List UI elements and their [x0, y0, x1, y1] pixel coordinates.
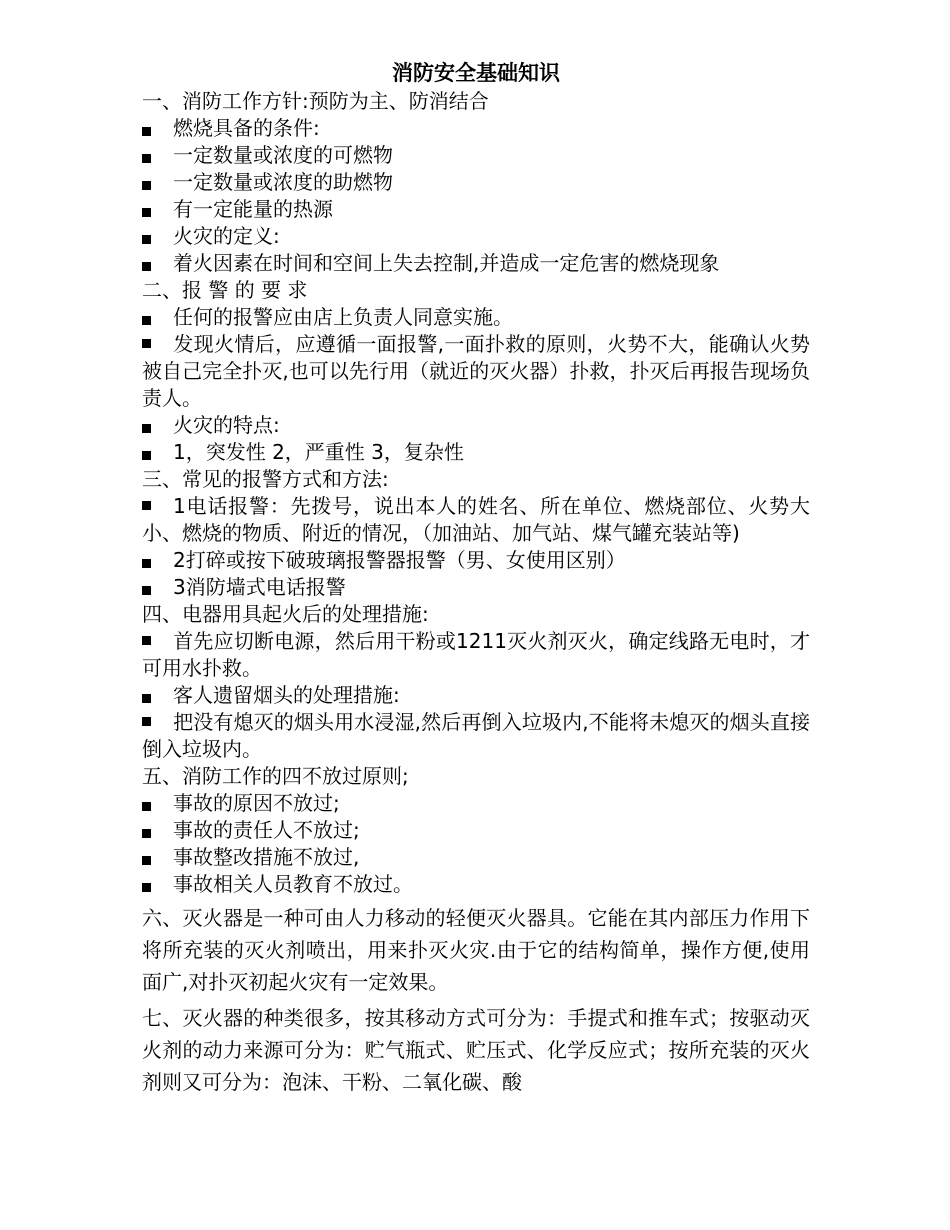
list-item-text: 客人遗留烟头的处理措施:: [173, 683, 400, 707]
list-item-text: 任何的报警应由店上负责人同意实施。: [173, 305, 513, 329]
list-item-text: 火灾的定义:: [173, 224, 280, 248]
list-item: [142, 682, 810, 709]
list-item: [142, 223, 810, 250]
list-item: [142, 142, 810, 169]
list-item-text: 一定数量或浓度的助燃物: [173, 170, 393, 194]
square-bullet-icon: [142, 424, 151, 433]
list-item: [142, 844, 810, 871]
list-item: [142, 196, 810, 223]
square-bullet-icon: [142, 316, 151, 325]
square-bullet-icon: [142, 856, 151, 865]
section-3-heading: 三、常见的报警方式和方法:: [142, 467, 389, 491]
list-item-text: 3消防墙式电话报警: [173, 575, 346, 599]
list-item-text: 事故整改措施不放过,: [173, 845, 360, 869]
section-1-heading: 一、消防工作方针:预防为主、防消结合: [142, 89, 489, 113]
square-bullet-icon: [142, 262, 151, 271]
list-item-text: 1电话报警：先拨号，说出本人的姓名、所在单位、燃烧部位、火势大小、燃烧的物质、附近的情况，（加油站、加气站、煤气罐充装站等): [142, 494, 810, 545]
square-bullet-icon: [142, 181, 151, 190]
square-bullet-icon: [142, 208, 151, 217]
list-item: [142, 547, 810, 574]
list-item-text: 一定数量或浓度的可燃物: [173, 143, 393, 167]
square-bullet-icon: [142, 694, 151, 703]
list-item-text: 燃烧具备的条件:: [173, 116, 320, 140]
list-item-text: 着火因素在时间和空间上失去控制,并造成一定危害的燃烧现象: [173, 251, 720, 275]
list-item: [142, 250, 810, 277]
list-item-text: 事故的原因不放过;: [173, 791, 340, 815]
list-item-text: 2打碎或按下破玻璃报警器报警（男、女使用区别）: [173, 548, 626, 572]
document-content: [142, 58, 810, 1098]
square-bullet-icon: [142, 802, 151, 811]
square-bullet-icon: [142, 501, 151, 510]
square-bullet-icon: [142, 339, 151, 348]
square-bullet-icon: [142, 717, 151, 726]
square-bullet-icon: [142, 235, 151, 244]
list-item: [142, 115, 810, 142]
list-item-text: 发现火情后，应遵循一面报警,一面扑救的原则，火势不大，能确认火势被自己完全扑灭,也可以先行用（就近的灭火器）扑救，扑灭后再报告现场负责人。: [142, 332, 810, 410]
section-4-heading: 四、电器用具起火后的处理措施:: [142, 602, 429, 626]
square-bullet-icon: [142, 127, 151, 136]
list-item-text: 事故相关人员教育不放过。: [173, 872, 413, 896]
list-item: [142, 817, 810, 844]
list-item: [142, 709, 810, 763]
section-7-paragraph: 七、灭火器的种类很多，按其移动方式可分为：手提式和推车式；按驱动灭火剂的动力来源可分为：贮气瓶式、贮压式、化学反应式；按所充装的灭火剂则又可分为：泡沫、干粉、二氧化碳、酸: [142, 1006, 810, 1094]
square-bullet-icon: [142, 154, 151, 163]
section-6-paragraph: 六、灭火器是一种可由人力移动的轻便灭火器具。它能在其内部压力作用下将所充装的灭火剂喷出，用来扑灭火灾.由于它的结构简单，操作方便,使用面广,对扑灭初起火灾有一定效果。: [142, 906, 810, 994]
list-item: [142, 169, 810, 196]
square-bullet-icon: [142, 586, 151, 595]
square-bullet-icon: [142, 883, 151, 892]
square-bullet-icon: [142, 829, 151, 838]
list-item-text: 有一定能量的热源: [173, 197, 333, 221]
square-bullet-icon: [142, 559, 151, 568]
list-item: [142, 871, 810, 898]
list-item: [142, 493, 810, 547]
list-item: [142, 628, 810, 682]
list-item: [142, 331, 810, 412]
list-item-text: 首先应切断电源，然后用干粉或1211灭火剂灭火，确定线路无电时，才可用水扑救。: [142, 629, 810, 680]
list-item: [142, 412, 810, 439]
list-item: [142, 790, 810, 817]
document-title: 消防安全基础知识: [392, 61, 560, 85]
section-2-heading: 二、报 警 的 要 求: [142, 278, 308, 302]
square-bullet-icon: [142, 451, 151, 460]
list-item: [142, 574, 810, 601]
list-item-text: 把没有熄灭的烟头用水浸湿,然后再倒入垃圾内,不能将未熄灭的烟头直接倒入垃圾内。: [142, 710, 810, 761]
square-bullet-icon: [142, 636, 151, 645]
list-item-text: 火灾的特点:: [173, 413, 280, 437]
section-5-heading: 五、消防工作的四不放过原则;: [142, 764, 409, 788]
list-item-text: 1，突发性 2，严重性 3，复杂性: [173, 440, 464, 464]
list-item: [142, 439, 810, 466]
list-item: [142, 304, 810, 331]
list-item-text: 事故的责任人不放过;: [173, 818, 360, 842]
